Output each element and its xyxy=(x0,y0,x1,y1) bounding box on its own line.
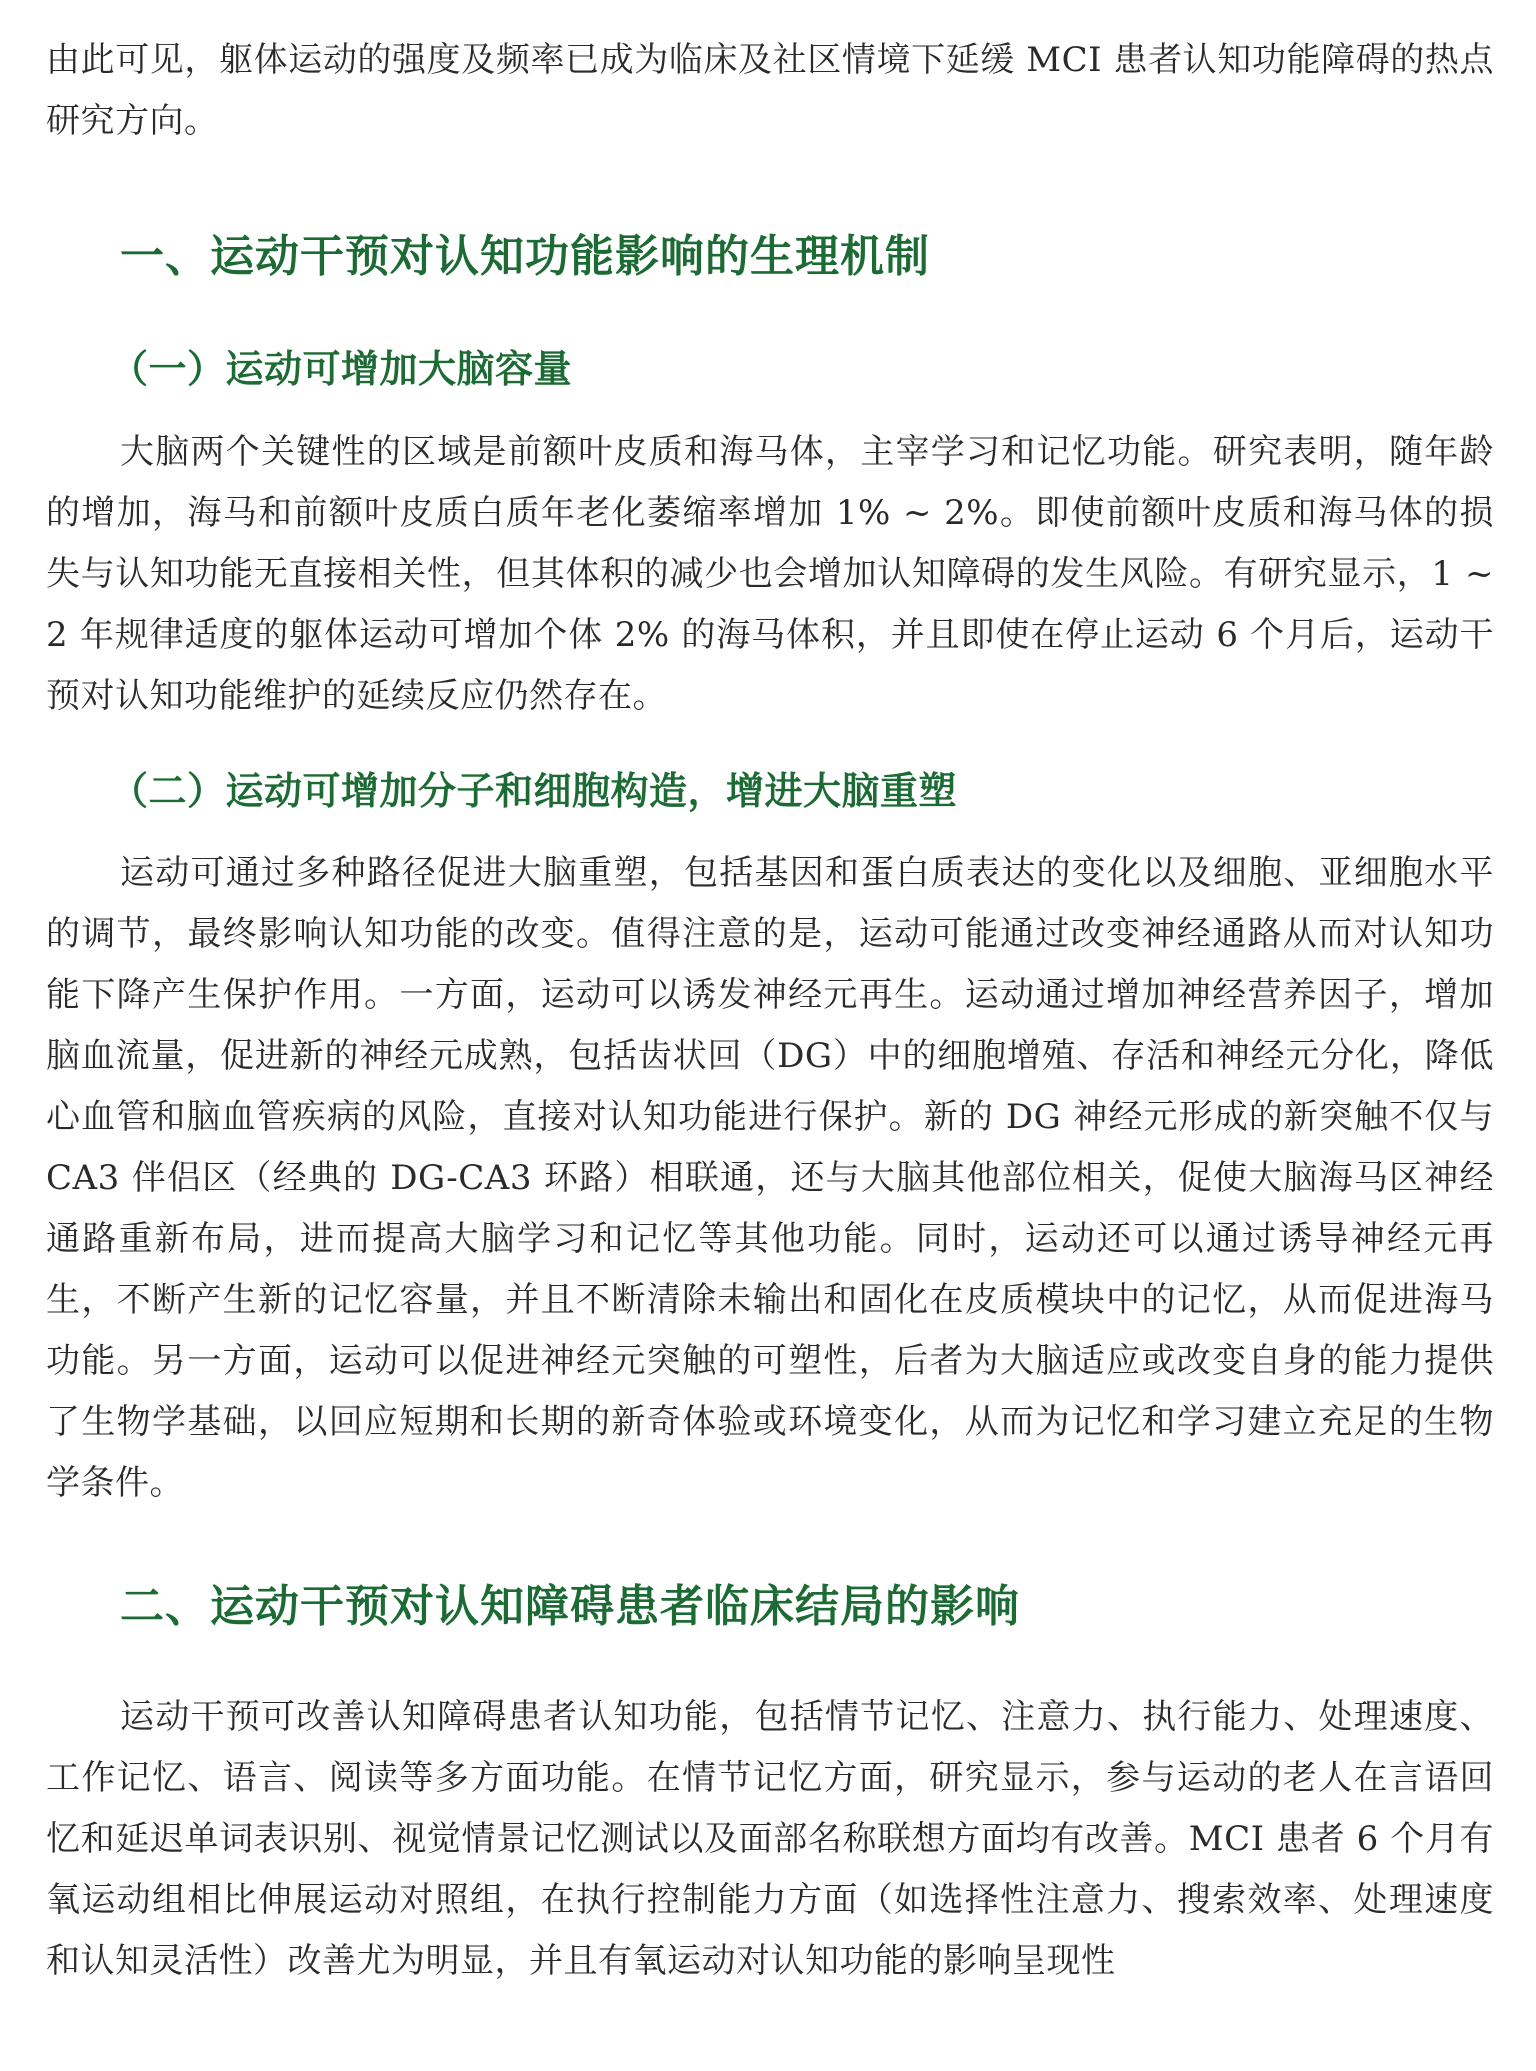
intro-paragraph: 由此可见，躯体运动的强度及频率已成为临床及社区情境下延缓 MCI 患者认知功能障碍的热点研究方向。 xyxy=(46,40,1494,141)
section-2-body: 运动干预可改善认知障碍患者认知功能，包括情节记忆、注意力、执行能力、处理速度、工作记忆、语言、阅读等多方面功能。在情节记忆方面，研究显示，参与运动的老人在言语回忆和延迟单词表识别、视觉情景记忆测试以及面部名称联想方面均有改善。MCI 患者 6 个月有氧运动组相比伸展运动对照组，在执行控制能力方面（如选择性注意力、搜索效率、处理速度和认知灵活性）改善尤为明显，并且有氧运动对认知功能的影响呈现性 xyxy=(46,1697,1494,1981)
subsection-2-heading: （二）运动可增加分子和细胞构造，增进大脑重塑 xyxy=(110,769,958,813)
subsection-1-heading: （一）运动可增加大脑容量 xyxy=(110,347,573,391)
section-2-heading: 二、运动干预对认知障碍患者临床结局的影响 xyxy=(120,1581,1020,1632)
subsection-1-body: 大脑两个关键性的区域是前额叶皮质和海马体，主宰学习和记忆功能。研究表明，随年龄的增加，海马和前额叶皮质白质年老化萎缩率增加 1% ~ 2%。即使前额叶皮质和海马体的损失与认知功能无直接相关性，但其体积的减少也会增加认知障碍的发生风险。有研究显示，1 ~ 2 年规律适度的躯体运动可增加个体 2% 的海马体积，并且即使在停止运动 6 个月后，运动干预对认知功能维护的延续反应仍然存在。 xyxy=(46,432,1494,716)
section-1-heading: 一、运动干预对认知功能影响的生理机制 xyxy=(120,231,930,282)
subsection-2-body: 运动可通过多种路径促进大脑重塑，包括基因和蛋白质表达的变化以及细胞、亚细胞水平的调节，最终影响认知功能的改变。值得注意的是，运动可能通过改变神经通路从而对认知功能下降产生保护作用。一方面，运动可以诱发神经元再生。运动通过增加神经营养因子，增加脑血流量，促进新的神经元成熟，包括齿状回（DG）中的细胞增殖、存活和神经元分化，降低心血管和脑血管疾病的风险，直接对认知功能进行保护。新的 DG 神经元形成的新突触不仅与 CA3 伴侣区（经典的 DG-CA3 环路）相联通，还与大脑其他部位相关，促使大脑海马区神经通路重新布局，进而提高大脑学习和记忆等其他功能。同时，运动还可以通过诱导神经元再生，不断产生新的记忆容量，并且不断清除未输出和固化在皮质模块中的记忆，从而促进海马功能。另一方面，运动可以促进神经元突触的可塑性，后者为大脑适应或改变自身的能力提供了生物学基础，以回应短期和长期的新奇体验或环境变化，从而为记忆和学习建立充足的生物学条件。 xyxy=(46,853,1494,1503)
